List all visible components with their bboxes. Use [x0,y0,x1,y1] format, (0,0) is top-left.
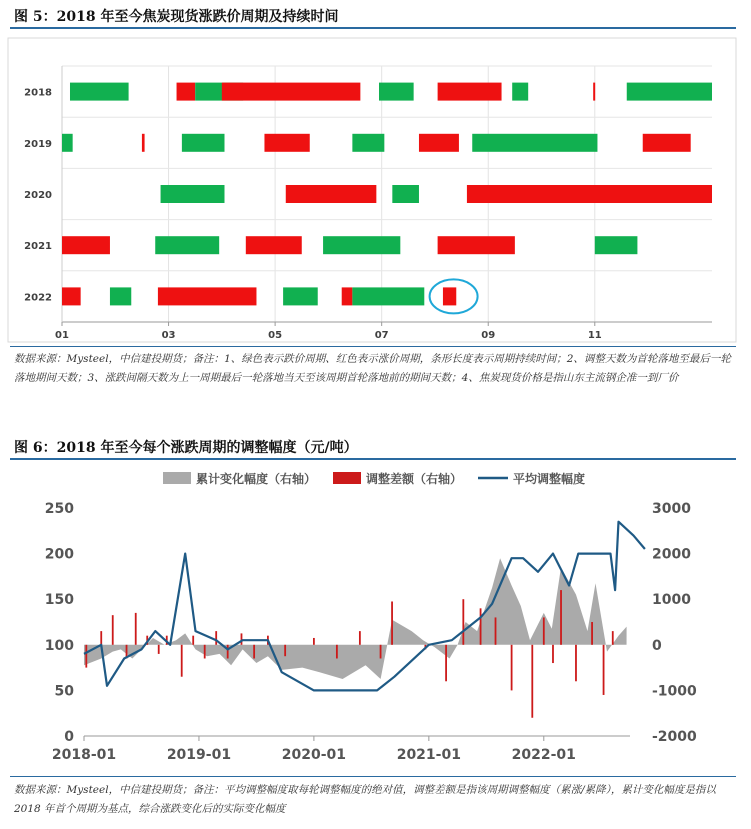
y-right-tick-label: 0 [652,637,662,654]
timeline-segment-rise [158,287,257,305]
timeline-segment-rise [342,287,353,305]
adjustment-diff-bar [284,645,286,656]
adjustment-diff-bar [336,645,338,659]
adjustment-diff-bar [612,631,614,645]
legend-area-label: 累计变化幅度（右轴） [196,472,317,486]
timeline-segment-fall [352,134,384,152]
timeline-segment-fall [352,287,424,305]
x-tick-label: 2021-01 [396,747,461,763]
timeline-segment-fall [379,83,414,101]
adjustment-diff-bar [158,645,160,654]
y-left-tick-label: 250 [44,501,74,517]
legend-bar-swatch [333,472,361,484]
legend-bar-label: 调整差额（右轴） [366,472,463,486]
timeline-row-label: 2022 [24,292,52,304]
timeline-segment-fall [512,83,528,101]
timeline-segment-fall [595,236,638,254]
figure6-source-note: 数据来源：Mysteel，中信建投期货；备注：平均调整幅度取每轮调整幅度的绝对值，调整差额是指该周期调整幅度（累涨/累降），累计变化幅度是指以 2018 年首个周期为基点，综合涨跌变化后的实际变化幅度 [14,784,716,815]
timeline-segment-rise [419,134,459,152]
adjustment-diff-bar [575,645,577,681]
timeline-x-tick-label: 01 [55,330,69,341]
timeline-x-tick-label: 11 [587,330,602,341]
timeline-segment-rise [264,134,309,152]
timeline-segment-rise [467,185,712,203]
timeline-segment-fall [155,236,219,254]
timeline-segment-rise [643,134,691,152]
timeline-row-label: 2018 [24,87,52,99]
adjustment-diff-bar [462,599,464,645]
x-tick-label: 2019-01 [166,747,232,763]
adjustment-diff-bar [495,617,497,644]
adjustment-diff-bar [560,590,562,645]
figure6-bottom-rule [10,776,736,777]
x-tick-label: 2018-01 [51,747,117,763]
timeline-segment-fall [161,185,225,203]
adjustment-diff-bar [85,645,87,668]
timeline-row-label: 2019 [24,138,52,150]
adjustment-diff-bar [359,631,361,645]
figure6-title: 图 6：2018 年至今每个涨跌周期的调整幅度（元/吨） [14,440,358,456]
adjustment-diff-bar [543,617,545,644]
adjustment-diff-bar [313,638,315,645]
adjustment-diff-bar [181,645,183,677]
adjustment-diff-bar [380,645,382,659]
timeline-row-label: 2021 [24,241,52,253]
timeline-segment-fall [110,287,131,305]
adjustment-diff-bar [192,636,194,645]
adjustment-diff-bar [135,613,137,645]
timeline-segment-fall [323,236,400,254]
adjustment-diff-bar [531,645,533,718]
timeline-x-tick-label: 05 [268,330,283,341]
adjustment-diff-bar [204,645,206,659]
timeline-segment-fall [70,83,129,101]
timeline-x-tick-label: 03 [161,330,176,341]
figure5-bottom-rule [10,346,736,347]
timeline-segment-rise [438,236,515,254]
cumulative-change-area [84,558,627,679]
timeline-segment-rise [62,287,81,305]
timeline-segment-fall [62,134,73,152]
timeline-segment-rise [62,236,110,254]
adjustment-diff-bar [112,615,114,645]
timeline-segment-rise [246,236,302,254]
timeline-segment-rise [222,83,361,101]
adjustment-diff-bar [253,645,255,659]
timeline-segment-fall [627,83,712,101]
y-left-tick-label: 100 [44,637,74,654]
timeline-segment-fall [182,134,225,152]
y-left-tick-label: 150 [44,592,74,609]
timeline-segment-rise [438,83,502,101]
timeline-row-label: 2020 [24,190,52,201]
legend-area-swatch [163,472,191,484]
y-right-tick-label: -1000 [652,683,697,700]
timeline-x-tick-label: 09 [481,330,496,341]
x-tick-label: 2020-01 [281,747,347,763]
adjustment-diff-bar [100,631,102,645]
adjustment-diff-bar [480,608,482,644]
y-left-tick-label: 50 [54,683,74,700]
figure5-source-note: 数据来源：Mysteel，中信建投期货；备注：1、绿色表示跌价周期、红色表示涨价周期，条形长度表示周期持续时间；2、调整天数为首轮落地至最后一轮落地期间天数；3、涨跌间隔天数为上一周期最后一轮落地当天至该周期首轮落地前的期间天数；4、焦炭现货价格是指山东主流钢企准一到厂价 [14,353,731,384]
timeline-chart [0,30,751,350]
adjustment-diff-bar [227,645,229,659]
timeline-x-tick-label: 07 [374,330,389,341]
timeline-segment-fall [472,134,597,152]
timeline-segment-rise [593,83,595,101]
y-right-tick-label: 3000 [652,501,691,517]
adjustment-diff-bar [603,645,605,695]
figure5-title-rule [10,27,736,29]
adjustment-diff-bar [391,601,393,644]
y-left-tick-label: 0 [64,729,74,745]
timeline-segment-fall [283,287,318,305]
adjustment-diff-bar [215,631,217,645]
y-right-tick-label: -2000 [652,729,697,745]
adjustment-diff-bar [511,645,513,691]
timeline-segment-rise [286,185,377,203]
adjustment-diff-bar [552,645,554,663]
x-tick-label: 2022-01 [511,747,576,763]
combo-chart [0,460,751,780]
timeline-segment-fall [392,185,419,203]
timeline-segment-rise [443,287,456,305]
timeline-segment-rise [142,134,145,152]
y-left-tick-label: 200 [44,546,74,563]
adjustment-diff-bar [241,633,243,644]
adjustment-diff-bar [445,645,447,681]
figure5-title: 图 5：2018 年至今焦炭现货涨跌价周期及持续时间 [14,9,339,25]
adjustment-diff-bar [591,622,593,645]
timeline-segment-rise [177,83,196,101]
y-right-tick-label: 1000 [652,592,691,609]
y-right-tick-label: 2000 [652,546,691,563]
legend-line-label: 平均调整幅度 [513,472,586,486]
